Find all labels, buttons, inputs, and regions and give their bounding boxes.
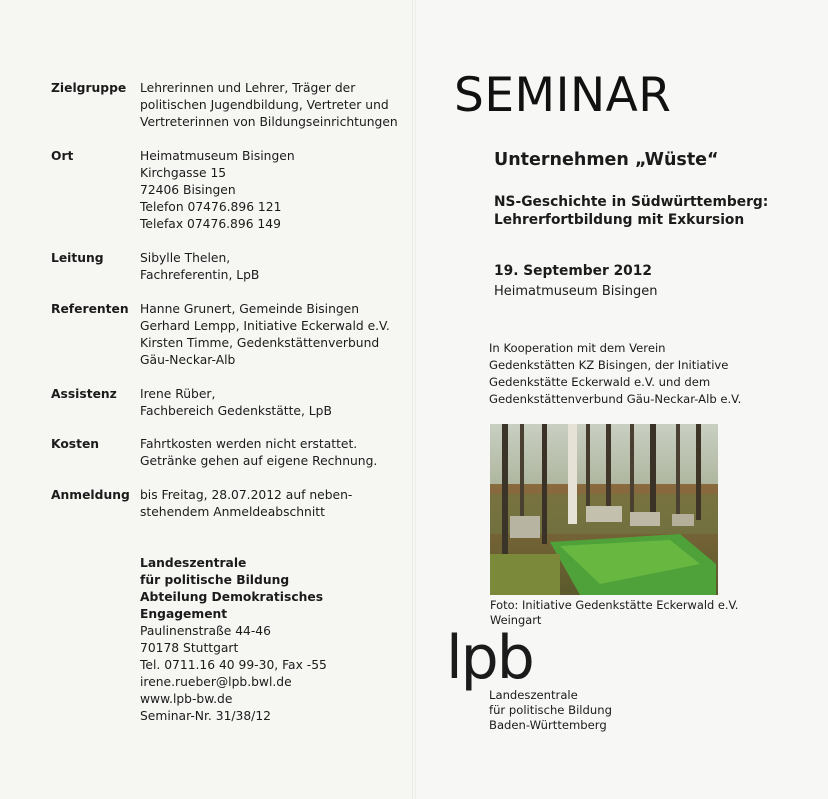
info-row-label: Leitung bbox=[51, 251, 104, 265]
cooperation-line: Gedenkstätten KZ Bisingen, der Initiative bbox=[489, 358, 729, 372]
info-row-value bbox=[140, 436, 410, 470]
page-fold bbox=[412, 0, 416, 799]
info-row-value-line: politischen Jugendbildung, Vertreter und bbox=[140, 98, 389, 112]
seminar-heading: SEMINAR bbox=[454, 68, 672, 123]
logo-text-line: Landeszentrale bbox=[489, 688, 578, 702]
info-row-value bbox=[140, 250, 410, 284]
info-row-value-line: Lehrerinnen und Lehrer, Träger der bbox=[140, 81, 356, 95]
subtitle-line: NS-Geschichte in Südwürttemberg: bbox=[494, 194, 769, 210]
info-row-value-line: bis Freitag, 28.07.2012 auf neben- bbox=[140, 488, 353, 502]
organizer-name-line: Engagement bbox=[140, 607, 228, 621]
info-row-value-line: Kirsten Timme, Gedenkstättenverbund bbox=[140, 336, 380, 350]
caption-line: Weingart bbox=[490, 613, 542, 627]
organizer-name-line: Abteilung Demokratisches bbox=[140, 590, 324, 604]
info-row-value-line: Vertreterinnen von Bildungseinrichtungen bbox=[140, 115, 398, 129]
info-row-value-line: Irene Rüber, bbox=[140, 387, 216, 401]
seminar-venue: Heimatmuseum Bisingen bbox=[494, 284, 658, 299]
info-row-value-line: Gerhard Lempp, Initiative Eckerwald e.V. bbox=[140, 319, 390, 333]
info-row-value-line: Telefon 07476.896 121 bbox=[140, 200, 282, 214]
forest-photo-illustration bbox=[490, 424, 718, 595]
logo-text-line: für politische Bildung bbox=[489, 703, 612, 717]
info-row-label: Referenten bbox=[51, 302, 129, 316]
info-row-label: Kosten bbox=[51, 437, 100, 451]
seminar-date: 19. September 2012 bbox=[494, 263, 652, 279]
cooperation-text bbox=[489, 340, 741, 408]
caption-line: Foto: Initiative Gedenkstätte Eckerwald e.V. bbox=[490, 598, 739, 612]
info-row-value-line: Gäu-Neckar-Alb bbox=[140, 353, 236, 367]
organizer-phone: Tel. 0711.16 40 99-30, Fax -55 bbox=[140, 658, 327, 672]
organizer-website: www.lpb-bw.de bbox=[140, 692, 233, 706]
info-row-label: Anmeldung bbox=[51, 488, 130, 502]
info-row-value-line: 72406 Bisingen bbox=[140, 183, 236, 197]
cooperation-line: Gedenkstättenverbund Gäu-Neckar-Alb e.V. bbox=[489, 392, 742, 406]
info-row-label: Zielgruppe bbox=[51, 81, 127, 95]
info-row-label: Assistenz bbox=[51, 387, 117, 401]
lpb-logo: lpb bbox=[446, 623, 533, 693]
info-row-value-line: Getränke gehen auf eigene Rechnung. bbox=[140, 454, 378, 468]
info-row-value-line: Fahrtkosten werden nicht erstattet. bbox=[140, 437, 358, 451]
cooperation-line: In Kooperation mit dem Verein bbox=[489, 341, 666, 355]
lpb-logo-text bbox=[489, 688, 612, 733]
info-row-value-line: Heimatmuseum Bisingen bbox=[140, 149, 295, 163]
info-row-value-line: stehendem Anmeldeabschnitt bbox=[140, 505, 325, 519]
info-row-value bbox=[140, 301, 410, 369]
info-row-value bbox=[140, 148, 410, 233]
cooperation-line: Gedenkstätte Eckerwald e.V. und dem bbox=[489, 375, 711, 389]
seminar-number: Seminar-Nr. 31/38/12 bbox=[140, 709, 271, 723]
organizer-email: irene.rueber@lpb.bwl.de bbox=[140, 675, 292, 689]
info-row-value-line: Fachreferentin, LpB bbox=[140, 268, 260, 282]
organizer-block bbox=[140, 555, 327, 725]
organizer-address: Paulinenstraße 44-46 bbox=[140, 624, 271, 638]
organizer-name-line: Landeszentrale bbox=[140, 556, 247, 570]
info-row-value bbox=[140, 80, 410, 131]
info-row-value-line: Kirchgasse 15 bbox=[140, 166, 227, 180]
logo-text-line: Baden-Württemberg bbox=[489, 718, 607, 732]
subtitle-line: Lehrerfortbildung mit Exkursion bbox=[494, 212, 745, 228]
info-row-value bbox=[140, 487, 410, 521]
seminar-subtitle bbox=[494, 193, 768, 229]
organizer-name-line: für politische Bildung bbox=[140, 573, 290, 587]
info-row-value-line: Hanne Grunert, Gemeinde Bisingen bbox=[140, 302, 360, 316]
info-row-value-line: Sibylle Thelen, bbox=[140, 251, 231, 265]
info-row-value-line: Fachbereich Gedenkstätte, LpB bbox=[140, 404, 332, 418]
organizer-city: 70178 Stuttgart bbox=[140, 641, 239, 655]
seminar-title: Unternehmen „Wüste“ bbox=[494, 150, 719, 170]
info-row-value-line: Telefax 07476.896 149 bbox=[140, 217, 281, 231]
info-row-value bbox=[140, 386, 410, 420]
forest-memorial-photo bbox=[490, 424, 718, 595]
info-row-label: Ort bbox=[51, 149, 74, 163]
